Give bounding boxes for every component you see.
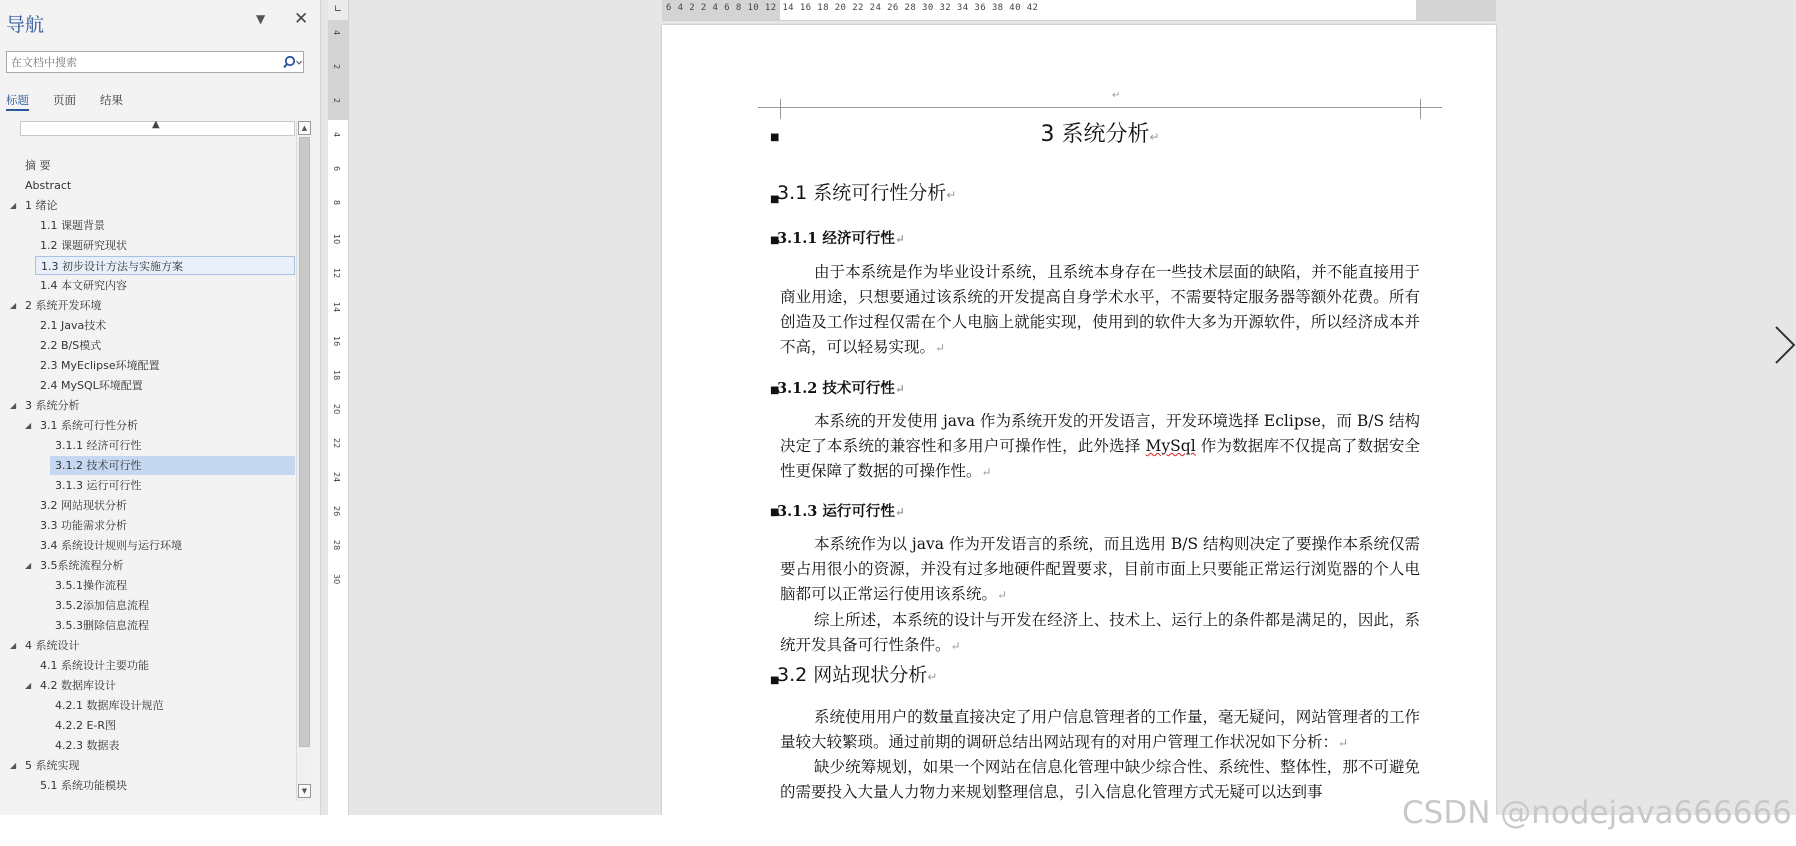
tree-item-label: 3.2 网站现状分析: [40, 499, 127, 512]
tree-item-label: 2.4 MySQL环境配置: [40, 379, 143, 392]
tree-item-label: 1.1 课题背景: [40, 219, 105, 232]
heading-3-1: 3.1 系统可行性分析↵: [777, 182, 957, 204]
tree-item[interactable]: [0, 616, 296, 635]
paragraph-operational: 本系统作为以 java 作为开发语言的系统，而且选用 B/S 结构则决定了要操作本系统仅需要占用很小的资源，并没有过多地硬件配置要求，目前市面上只要能正常运行浏览器的个人电脑都可以正常运行使用该系统。↵: [780, 535, 1420, 603]
tree-item[interactable]: [0, 676, 296, 695]
tree-item-label: 3.1 系统可行性分析: [40, 419, 138, 432]
vertical-ruler-number: 20: [332, 404, 341, 415]
tree-item[interactable]: [0, 336, 296, 355]
vertical-ruler-number: 2: [332, 64, 341, 70]
navigation-pane: [0, 0, 321, 815]
heading-3-1-2: 3.1.2 技术可行性↵: [777, 380, 905, 397]
vertical-ruler-number: 28: [332, 540, 341, 551]
tree-item[interactable]: [0, 196, 296, 215]
tree-item-label: 3.1.2 技术可行性: [55, 459, 142, 472]
tree-item[interactable]: [0, 716, 296, 735]
vertical-ruler-number: 6: [332, 166, 341, 172]
tree-item-label: 3.3 功能需求分析: [40, 519, 127, 532]
tree-item[interactable]: [0, 596, 296, 615]
paragraph-economic: 由于本系统是作为毕业设计系统，且系统本身存在一些技术层面的缺陷，并不能直接用于商业用途，只想要通过该系统的开发提高自身学术水平，不需要特定服务器等额外花费。所有创造及工作过程仅需在个人电脑上就能实现，使用到的软件大多为开源软件，所以经济成本并不高，可以轻易实现。↵: [780, 263, 1420, 356]
tree-item-label: 3.1.1 经济可行性: [55, 439, 142, 452]
tree-item-label: 5 系统实现: [25, 759, 80, 772]
tree-item[interactable]: [0, 756, 296, 775]
tree-item-label: 2 系统开发环境: [25, 299, 102, 312]
tree-item[interactable]: [0, 736, 296, 755]
vertical-ruler-number: 4: [332, 30, 341, 36]
ruler-numbers: 6 4 2 2 4 6 8 10 12 14 16 18 20 22 24 26 28 30 32 34 36 38 40 42: [666, 3, 1039, 13]
vertical-ruler-number: 26: [332, 506, 341, 517]
ruler-right-margin: [1416, 0, 1496, 20]
tree-item[interactable]: [0, 476, 296, 495]
vertical-ruler-number: 2: [332, 98, 341, 104]
tree-item[interactable]: [0, 316, 296, 335]
tree-item[interactable]: [0, 776, 296, 795]
tree-item[interactable]: [0, 696, 296, 715]
search-icon[interactable]: [281, 54, 303, 70]
tree-item[interactable]: [0, 556, 296, 575]
scroll-up-icon[interactable]: ▲: [298, 121, 311, 135]
tree-item[interactable]: [0, 436, 296, 455]
close-icon[interactable]: ✕: [294, 9, 309, 29]
tree-item[interactable]: [0, 516, 296, 535]
nav-title: 导航: [6, 14, 45, 36]
tree-item-label: Abstract: [25, 179, 72, 192]
vertical-ruler-number: 18: [332, 370, 341, 381]
tree-item-label: 3.5.1操作流程: [55, 579, 127, 592]
tree-item-label: 1 绪论: [25, 199, 58, 212]
header-rule: [780, 107, 1420, 108]
collapse-all-button[interactable]: [20, 121, 295, 136]
tree-item-label: 4.1 系统设计主要功能: [40, 659, 149, 672]
document-page[interactable]: ↵ ■ 3 系统分析↵ ■ 3.1 系统可行性分析↵ ■ 3.1.1 经济可行性↵ 由于本系统是作为毕业设计系统，且系统本身存在一些技术层面的缺陷，并不能直接用于商业用途，只想要通过该系统的开发提高自身学术水平，不需要特定服务器等额外花费。所有创造及工作过程仅需在个人电脑上就能实现，使用到的软件大多为开源软件，所以经济成本并不高，可以轻易实现。↵ ■ 3.1.2 技术可行性↵ 本系统的开发使用 java 作为系统开发的开发语言，开发环境选择 Eclipse，而 B/S 结构决定了本系统的兼容性和多用户可操作性，此外选择 MySql 作为数据库不仅提高了数据安全性更保障了数据的可操作性。↵ ■ 3.1.3 运行可行性↵ 本系统作为以 java 作为开发语言的系统，而且选用 B/S 结构则决定了要操作本系统仅需要占用很小的资源，并没有过多地硬件配置要求，目前市面上只要能正常运行浏览器的个人电脑都可以正常运行使用该系统。↵ 综上所述，本系统的设计与开发在经济上、技术上、运行上的条件都是满足的，因此，系统开发具备可行性条件。↵ ■ 3.2 网站现状分析↵ 系统使用用户的数量直接决定了用户信息管理者的工作量，毫无疑问，网站管理者的工作量较大较繁琐。通过前期的调研总结出网站现有的对用户管理工作状况如下分析：↵ 缺少统筹规划，如果一个网站在信息化管理中缺少综合性、系统性、整体性，那不可避免的需要投入大量人力物力来规划整理信息，引入信息化管理方式无疑可以达到事: [662, 25, 1496, 815]
expand-triangle-icon[interactable]: ◢: [10, 401, 17, 410]
tree-item-label: 4.2 数据库设计: [40, 679, 116, 692]
tree-item[interactable]: [0, 376, 296, 395]
tree-item[interactable]: [0, 176, 296, 195]
expand-triangle-icon[interactable]: ◢: [25, 421, 32, 430]
vertical-ruler-number: 4: [332, 132, 341, 138]
vertical-ruler-number: 24: [332, 472, 341, 483]
tree-item[interactable]: [0, 416, 296, 435]
expand-triangle-icon[interactable]: ◢: [25, 681, 32, 690]
paragraph-conclusion: 综上所述，本系统的设计与开发在经济上、技术上、运行上的条件都是满足的，因此，系统开发具备可行性条件。↵: [780, 611, 1420, 654]
nav-scrollbar[interactable]: [296, 121, 313, 801]
tree-item-label: 3.5.3删除信息流程: [55, 619, 149, 632]
tree-item-label: 2.2 B/S模式: [40, 339, 102, 352]
expand-triangle-icon[interactable]: ◢: [10, 641, 17, 650]
horizontal-ruler[interactable]: [662, 0, 1496, 21]
header-paragraph-mark: ↵: [1112, 90, 1121, 101]
tree-item-label: 3 系统分析: [25, 399, 80, 412]
next-page-chevron-icon[interactable]: [1772, 325, 1796, 365]
search-input[interactable]: [11, 54, 271, 70]
tree-item[interactable]: [0, 536, 296, 555]
tree-item-label: 3.4 系统设计规则与运行环境: [40, 539, 182, 552]
tree-item[interactable]: [0, 156, 296, 175]
tree-item-label: 4.2.1 数据库设计规范: [55, 699, 164, 712]
scroll-thumb[interactable]: [299, 137, 310, 747]
expand-triangle-icon[interactable]: ◢: [10, 201, 17, 210]
tree-item-label: 3.5.2添加信息流程: [55, 599, 149, 612]
tree-item[interactable]: [0, 396, 296, 415]
vertical-ruler[interactable]: [328, 0, 349, 815]
tree-item[interactable]: [0, 356, 296, 375]
heading-tree: [0, 156, 298, 796]
spellcheck-underline[interactable]: MySql: [1145, 437, 1196, 455]
expand-triangle-icon[interactable]: ◢: [25, 561, 32, 570]
tab-selector-icon[interactable]: ∟: [328, 0, 348, 21]
search-box: [6, 51, 304, 73]
tree-item-label: 4 系统设计: [25, 639, 80, 652]
tab-results[interactable]: 结果: [100, 93, 123, 107]
tree-item[interactable]: [50, 456, 295, 475]
heading-3-1-3: 3.1.3 运行可行性↵: [777, 503, 905, 520]
tree-item-label: 1.3 初步设计方法与实施方案: [41, 260, 183, 273]
tree-item-label: 5.1 系统功能模块: [40, 779, 127, 792]
vertical-ruler-number: 10: [332, 234, 341, 245]
tree-item-label: 4.2.2 E-R图: [55, 719, 117, 732]
nav-options-dropdown-icon[interactable]: ▼: [256, 12, 266, 26]
vertical-ruler-number: 22: [332, 438, 341, 449]
vertical-ruler-number: 16: [332, 336, 341, 347]
tree-item[interactable]: [0, 576, 296, 595]
expand-triangle-icon[interactable]: ◢: [10, 301, 17, 310]
tree-item-label: 2.1 Java技术: [40, 319, 107, 332]
tree-item[interactable]: [0, 496, 296, 515]
vertical-ruler-number: 8: [332, 200, 341, 206]
tree-item[interactable]: [0, 236, 296, 255]
tree-item-label: 2.3 MyEclipse环境配置: [40, 359, 160, 372]
vertical-ruler-number: 12: [332, 268, 341, 279]
heading-3-1-1: 3.1.1 经济可行性↵: [777, 230, 905, 247]
paragraph-technical: 本系统的开发使用 java 作为系统开发的开发语言，开发环境选择 Eclipse，而 B/S 结构决定了本系统的兼容性和多用户可操作性，此外选择 MySql 作为数据库不仅提高了数据安全性更保障了数据的可操作性。↵: [780, 412, 1420, 480]
scroll-down-icon[interactable]: ▼: [298, 784, 311, 798]
collapse-up-icon: ▲: [152, 119, 160, 130]
tree-item[interactable]: [35, 256, 295, 275]
tree-item[interactable]: [0, 296, 296, 315]
expand-triangle-icon[interactable]: ◢: [10, 761, 17, 770]
tree-item[interactable]: [0, 656, 296, 675]
paragraph-planning: 缺少统筹规划，如果一个网站在信息化管理中缺少综合性、系统性、整体性，那不可避免的需要投入大量人力物力来规划整理信息，引入信息化管理方式无疑可以达到事: [780, 758, 1420, 801]
tree-item-label: 摘 要: [25, 159, 51, 172]
tab-headings[interactable]: 标题: [6, 93, 29, 107]
paragraph-site-status: 系统使用用户的数量直接决定了用户信息管理者的工作量，毫无疑问，网站管理者的工作量较大较繁琐。通过前期的调研总结出网站现有的对用户管理工作状况如下分析：↵: [780, 708, 1420, 751]
heading-3-2: 3.2 网站现状分析↵: [777, 664, 938, 686]
tree-item[interactable]: [0, 636, 296, 655]
vertical-ruler-number: 14: [332, 302, 341, 313]
tree-item[interactable]: [0, 276, 296, 295]
tree-item-label: 4.2.3 数据表: [55, 739, 120, 752]
watermark: CSDN @nodejava666666: [1402, 795, 1792, 831]
tree-item[interactable]: [0, 216, 296, 235]
tree-item-label: 1.4 本文研究内容: [40, 279, 127, 292]
tree-item-label: 3.5系统流程分析: [40, 559, 124, 572]
tree-item-label: 3.1.3 运行可行性: [55, 479, 142, 492]
heading-1: 3 系统分析↵: [1040, 122, 1160, 147]
tree-item-label: 1.2 课题研究现状: [40, 239, 127, 252]
tab-pages[interactable]: 页面: [53, 93, 76, 107]
vertical-ruler-number: 30: [332, 574, 341, 585]
